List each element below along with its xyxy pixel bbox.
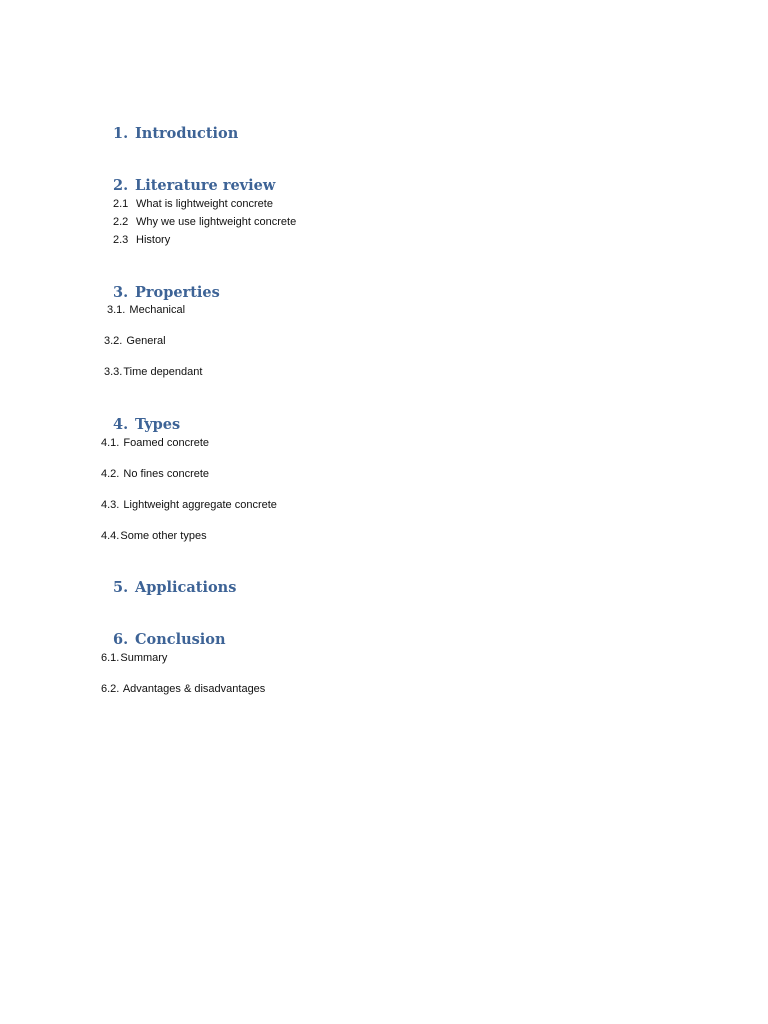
entry-label: Lightweight aggregate concrete: [123, 499, 277, 511]
section-title: Conclusion: [135, 631, 226, 648]
entry-label: Summary: [120, 652, 168, 664]
toc-entry-4-2: [101, 469, 209, 480]
entry-number: 4.3.: [101, 499, 120, 511]
entry-label: Some other types: [120, 530, 207, 542]
section-number: 2.: [113, 177, 129, 194]
toc-entry-3-2: [104, 336, 166, 347]
section-title: Literature review: [135, 177, 276, 194]
entry-label: Mechanical: [129, 304, 186, 316]
entry-label: Foamed concrete: [123, 437, 210, 449]
section-title: Applications: [135, 579, 237, 596]
toc-entry-4-1: [101, 438, 209, 449]
entry-number: 3.3.: [104, 366, 123, 378]
toc-entry-2-2: [113, 217, 296, 228]
section-number: 6.: [113, 631, 129, 648]
section-heading-conclusion: [113, 633, 226, 648]
entry-label: What is lightweight concrete: [136, 198, 273, 210]
section-number: 4.: [113, 416, 129, 433]
entry-number: 4.1.: [101, 437, 120, 449]
entry-number: 3.1.: [107, 304, 126, 316]
section-title: Types: [135, 416, 181, 433]
entry-label: Why we use lightweight concrete: [136, 216, 297, 228]
section-heading-literature-review: [113, 179, 275, 194]
entry-number: 4.4.: [101, 530, 120, 542]
section-number: 5.: [113, 579, 129, 596]
section-heading-properties: [113, 286, 220, 301]
section-heading-introduction: [113, 127, 238, 142]
toc-entry-3-1: [107, 305, 185, 316]
entry-number: 3.2.: [104, 335, 123, 347]
entry-label: History: [136, 234, 171, 246]
section-title: Properties: [135, 284, 220, 301]
section-number: 1.: [113, 125, 129, 142]
entry-label: Time dependant: [123, 366, 203, 378]
toc-entry-2-3: [113, 235, 170, 246]
entry-label: General: [126, 335, 166, 347]
entry-number: 6.1.: [101, 652, 120, 664]
section-heading-applications: [113, 581, 236, 596]
toc-entry-4-4: [101, 531, 207, 542]
entry-number: 6.2.: [101, 683, 120, 695]
toc-entry-3-3: [104, 367, 202, 378]
entry-number: 2.3: [113, 234, 129, 246]
entry-number: 2.2: [113, 216, 129, 228]
entry-number: 4.2.: [101, 468, 120, 480]
section-title: Introduction: [135, 125, 239, 142]
toc-entry-2-1: [113, 199, 273, 210]
section-heading-types: [113, 418, 180, 433]
toc-entry-6-1: [101, 653, 167, 664]
toc-entry-6-2: [101, 684, 265, 695]
toc-entry-4-3: [101, 500, 277, 511]
entry-label: Advantages & disadvantages: [122, 683, 266, 695]
section-number: 3.: [113, 284, 129, 301]
entry-label: No fines concrete: [123, 468, 210, 480]
entry-number: 2.1: [113, 198, 129, 210]
